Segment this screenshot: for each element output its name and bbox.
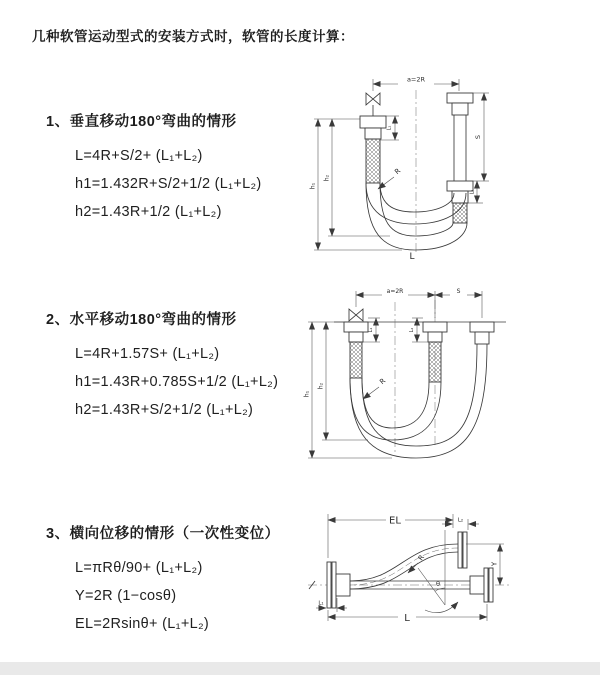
dim-label-l2: L₂ (409, 327, 415, 333)
dim-label-a2r: a=2R (386, 288, 404, 295)
dim-label-l1: L₁ (386, 125, 393, 131)
dim-l (328, 604, 487, 624)
left-fitting (360, 116, 386, 183)
braided-hose-section (350, 342, 362, 378)
dim-label-theta: θ (436, 580, 440, 588)
dim-label-h2: h₂ (317, 382, 325, 390)
dim-label-r: R (416, 553, 427, 563)
dim-l1 (316, 598, 347, 612)
dim-label-r: R (393, 166, 403, 177)
right-fitting (447, 93, 473, 223)
formula: EL=2Rsinθ+ (L₁+L₂) (75, 616, 210, 632)
formula: Y=2R (1−cosθ) (75, 588, 177, 604)
page-title: 几种软管运动型式的安装方式时，软管的长度计算： (32, 29, 354, 44)
formula: h1=1.432R+S/2+1/2 (L₁+L₂) (75, 176, 262, 192)
diagram-lateral-displacement (300, 498, 600, 658)
dim-l2 (442, 518, 479, 531)
right-flange (470, 568, 493, 602)
rotation-arrow (425, 602, 458, 613)
dim-label-l: L (404, 613, 410, 624)
dim-a2r (373, 76, 459, 92)
braided-hose-section (429, 342, 441, 382)
dim-a2r (356, 288, 482, 318)
dim-s (473, 93, 489, 181)
hose-u-bend (350, 344, 487, 458)
section-1-heading: 1、垂直移动180°弯曲的情形 (46, 114, 237, 130)
diagram-horizontal-u-bend (300, 282, 570, 467)
section-3-formulas (75, 554, 280, 638)
section-2-formulas (75, 340, 278, 424)
section-2 (46, 308, 278, 424)
dim-label-h2: h₂ (323, 174, 331, 182)
dim-label-l1: L₁ (318, 600, 324, 607)
section-3-heading: 3、横向位移的情形（一次性变位） (46, 526, 280, 542)
dim-label-l2: L₂ (457, 517, 464, 524)
dim-label-r: R (378, 376, 388, 387)
braided-hose-section (366, 139, 380, 183)
dim-label-s: S (456, 288, 461, 295)
dim-label-a2r: a=2R (406, 75, 426, 84)
upper-flange (458, 532, 467, 568)
dim-label-y: Y (490, 561, 499, 567)
dim-label-s: S (474, 134, 482, 140)
section-1-formulas (75, 142, 262, 226)
formula: L=4R+S/2+ (L₁+L₂) (75, 148, 203, 164)
dim-label-l2: L₂ (469, 189, 476, 195)
section-2-heading: 2、水平移动180°弯曲的情形 (46, 312, 237, 328)
diagram-vertical-u-bend (302, 66, 572, 262)
dim-s (435, 288, 482, 295)
scan-edge (0, 662, 600, 675)
diagram-2-svg (300, 282, 570, 467)
formula: h2=1.43R+1/2 (L₁+L₂) (75, 204, 222, 220)
section-1 (46, 110, 262, 226)
valve-icon (366, 93, 380, 105)
formula: h1=1.43R+0.785S+1/2 (L₁+L₂) (75, 374, 279, 390)
left-flange (327, 562, 350, 608)
dim-label-h1: h₁ (309, 182, 317, 190)
middle-fitting (423, 322, 447, 382)
diagram-3-svg (300, 498, 600, 658)
hose-displaced (350, 544, 458, 589)
right-fitting (470, 322, 494, 344)
valve-icon (349, 309, 363, 321)
diagram-1-svg (302, 66, 572, 262)
dim-label-l1: L₁ (368, 327, 374, 333)
formula: L=πRθ/90+ (L₁+L₂) (75, 560, 203, 576)
radius-callout (378, 167, 402, 189)
radius-callout (363, 377, 387, 399)
angle-theta (418, 530, 458, 613)
dim-label-el: EL (389, 515, 401, 527)
section-3 (46, 522, 280, 638)
left-fitting (344, 322, 368, 378)
radius-callout (408, 553, 426, 573)
formula: h2=1.43R+S/2+1/2 (L₁+L₂) (75, 402, 254, 418)
dim-label-l: L (409, 252, 415, 262)
dim-h1 (310, 119, 403, 250)
formula: L=4R+1.57S+ (L₁+L₂) (75, 346, 220, 362)
dim-label-h1: h₁ (303, 390, 311, 398)
